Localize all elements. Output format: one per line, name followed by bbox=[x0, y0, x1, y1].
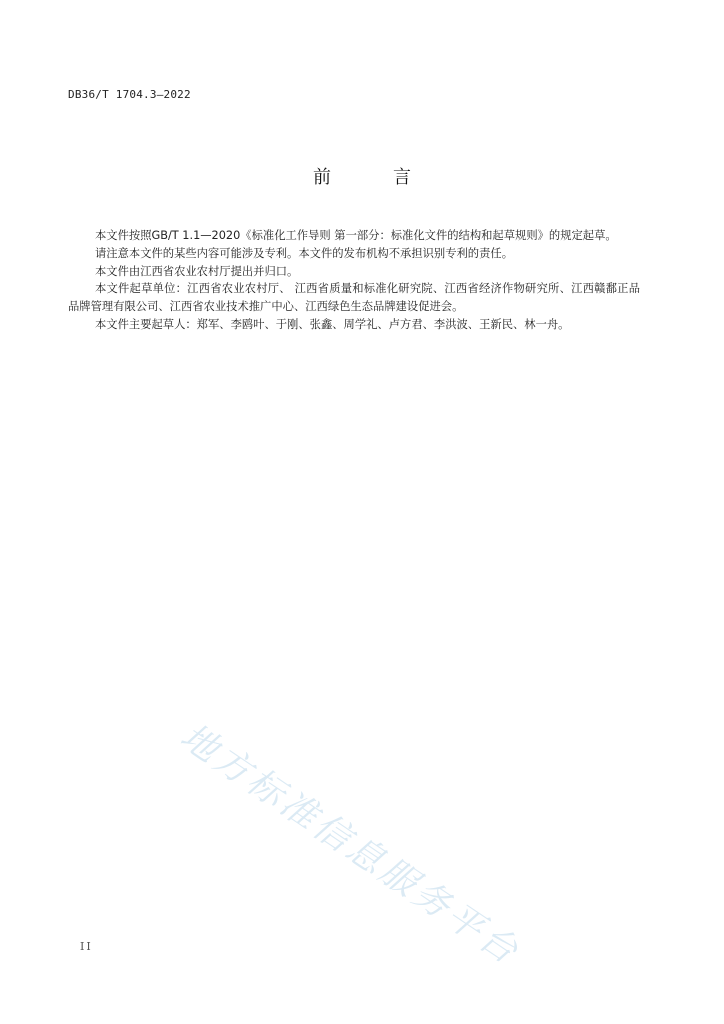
standard-code: DB36/T 1704.3—2022 bbox=[68, 88, 191, 101]
paragraph-drafting-rules: 本文件按照GB/T 1.1—2020《标准化工作导则 第一部分：标准化文件的结构和起草规则》的规定起草。 bbox=[95, 229, 617, 242]
page-title: 前 言 bbox=[313, 167, 433, 188]
paragraph-proposer: 本文件由江西省农业农村厅提出并归口。 bbox=[95, 264, 299, 278]
paragraph-drafting-units: 本文件起草单位：江西省农业农村厅、 江西省质量和标准化研究院、江西省经济作物研究所、江西赣鄱正品品牌管理有限公司、江西省农业技术推广中心、江西绿色生态品牌建设促进会。 bbox=[68, 282, 640, 314]
paragraph-patent-notice: 请注意本文件的某些内容可能涉及专利。本文件的发布机构不承担识别专利的责任。 bbox=[95, 246, 513, 260]
page-number: II bbox=[80, 940, 93, 953]
watermark: 地方标准信息服务平台 bbox=[172, 715, 528, 974]
document-body bbox=[68, 227, 640, 334]
paragraph-drafters: 本文件主要起草人：郑军、李鸥叶、于刚、张鑫、周学礼、卢方君、李洪波、王新民、林一舟。 bbox=[95, 317, 570, 331]
